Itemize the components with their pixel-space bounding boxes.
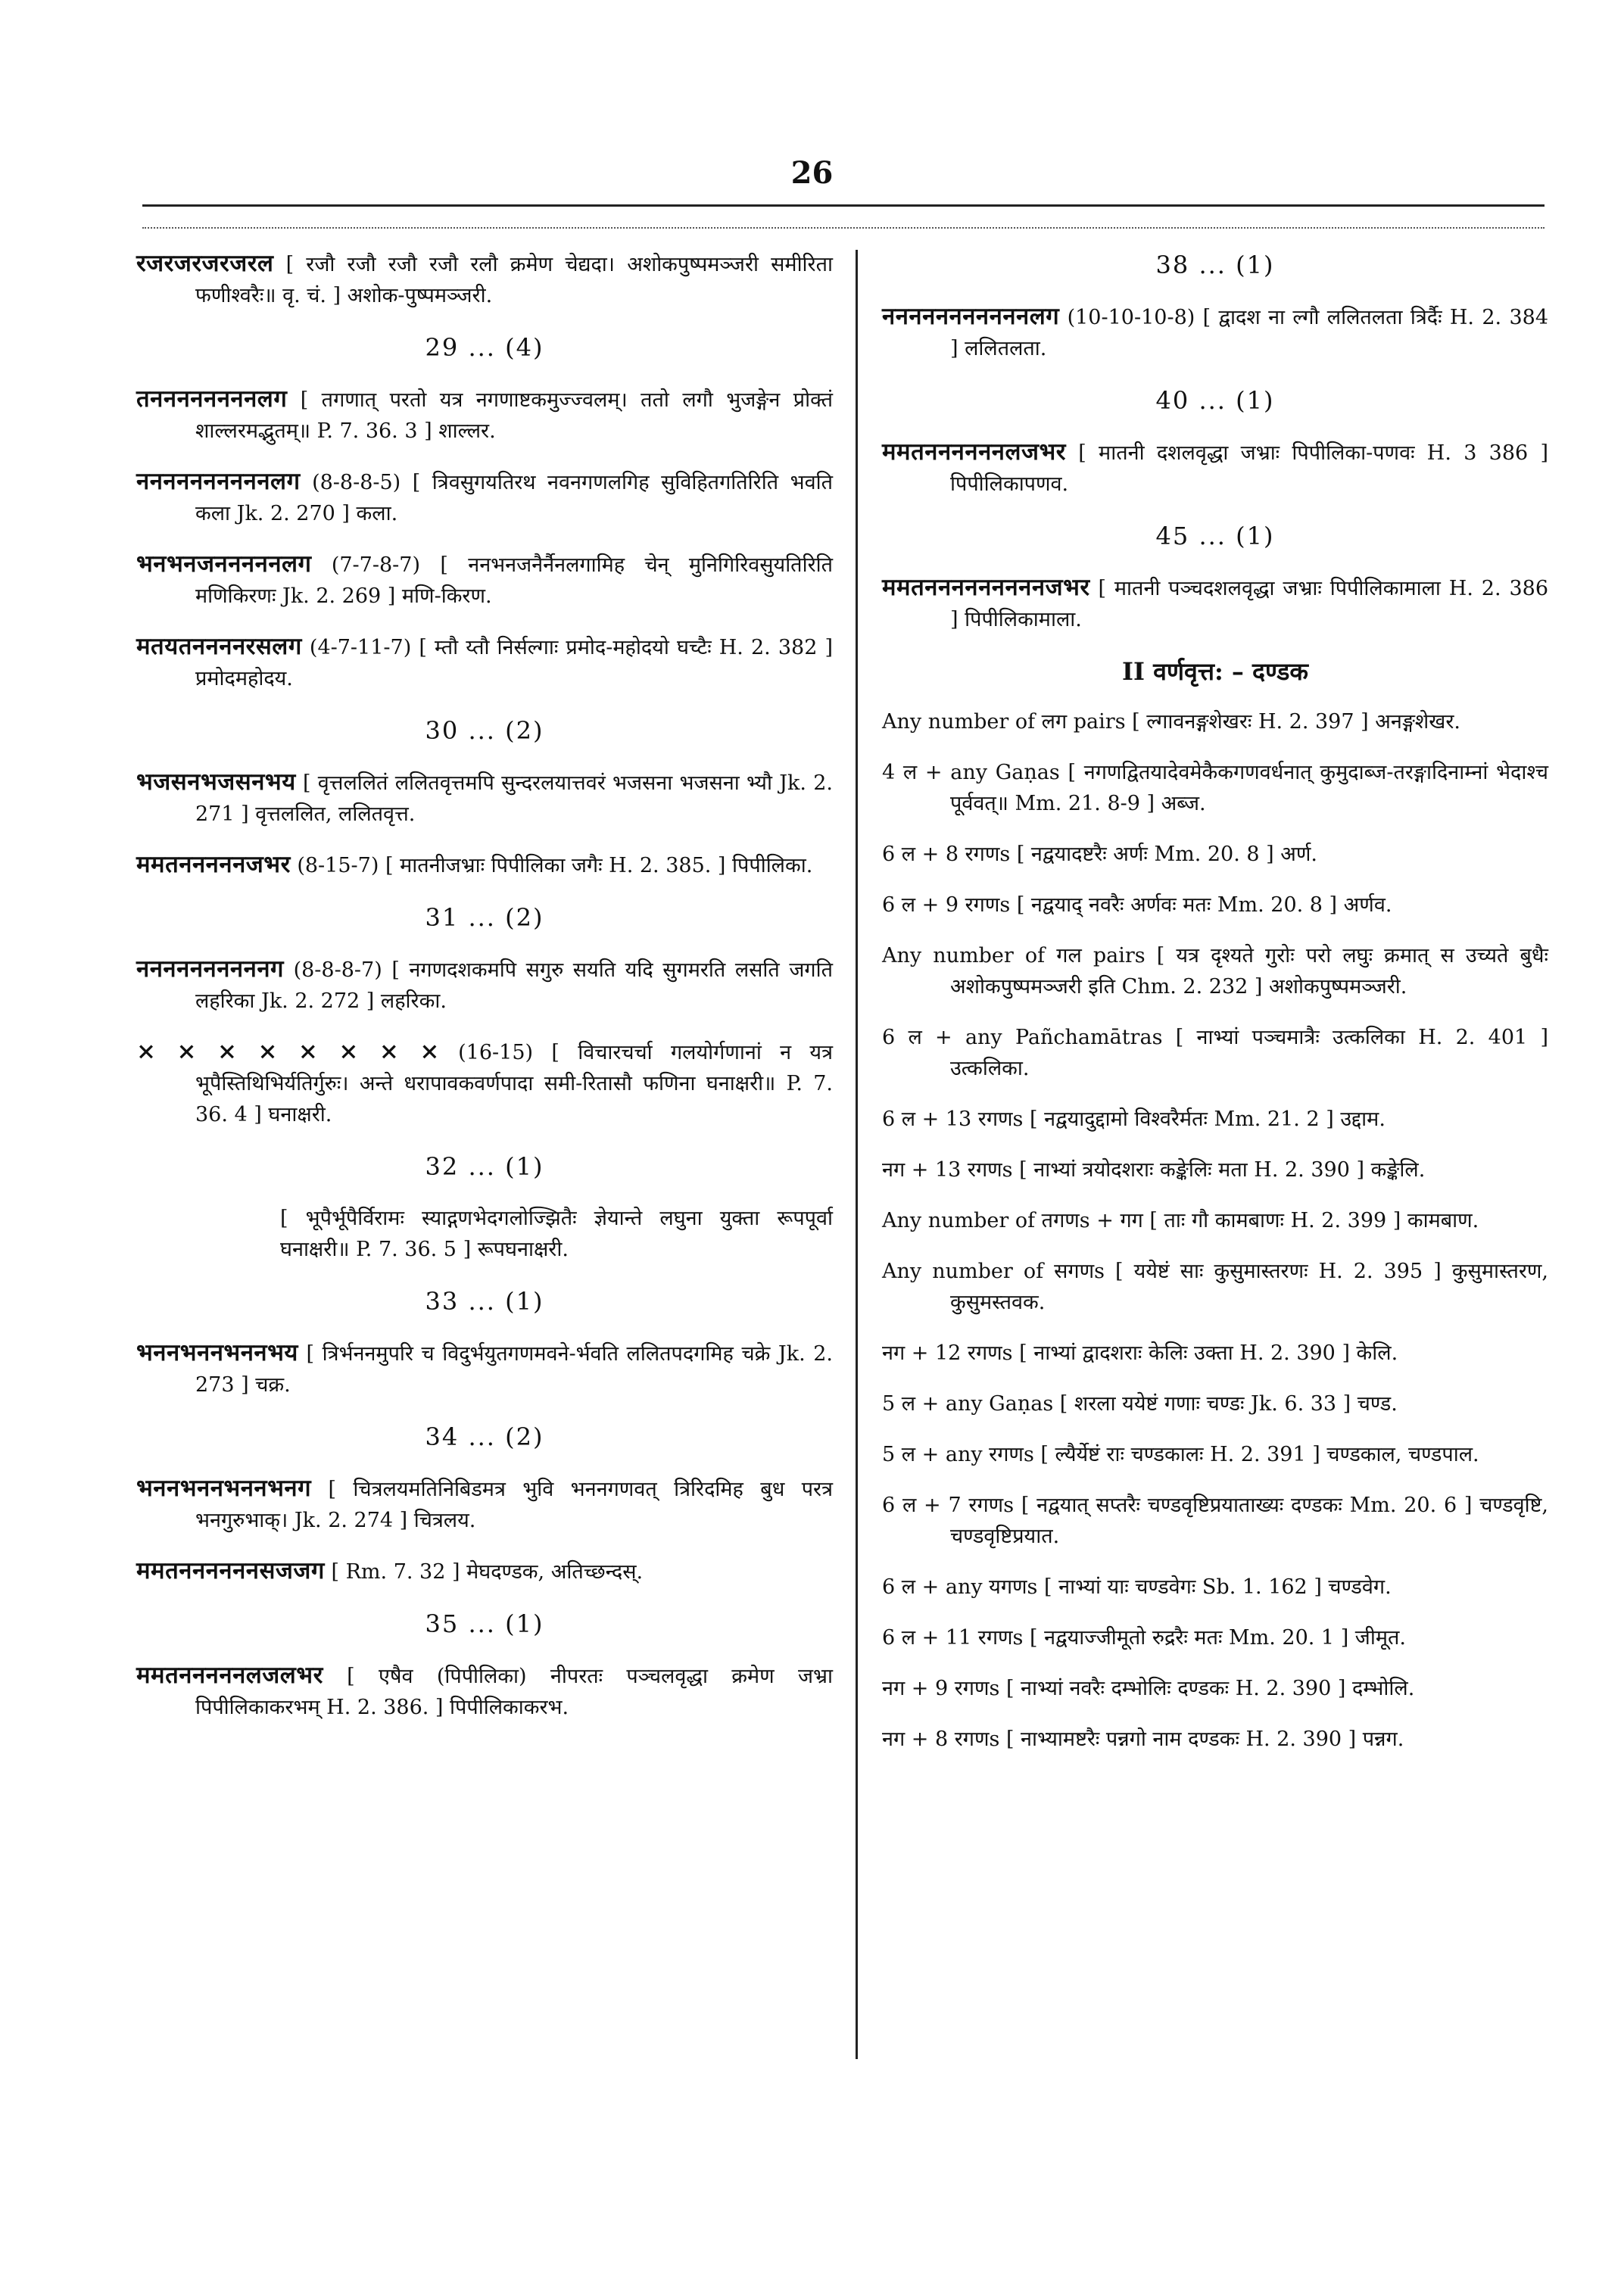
- metre-pattern: ननननननननननग: [136, 955, 285, 983]
- metre-entry: [882, 1104, 1548, 1135]
- metre-pattern: नननननननननननलग: [882, 303, 1060, 330]
- top-rule: [142, 204, 1545, 207]
- metre-entry: [882, 1022, 1548, 1084]
- metre-entry: [882, 1490, 1548, 1552]
- metre-entry: [882, 1154, 1548, 1185]
- metre-entry: [882, 1439, 1548, 1470]
- metre-definition: (7-7-8-7) [ ननभनजनैर्नैनलगामिह चेन् मुनिगिरिवसुयतिरिति मणिकिरणः Jk. 2. 269 ] मणि-किरण.: [195, 553, 833, 608]
- metre-entry: [882, 1338, 1548, 1369]
- metre-entry: [136, 849, 833, 881]
- syllable-count-heading: 31 ... (2): [425, 903, 544, 932]
- metre-entry: [882, 572, 1548, 635]
- metre-definition: (10-10-10-8) [ द्वादश ना ल्गौ ललितलता त्रिर्दैः H. 2. 384 ] ललितलता.: [950, 306, 1548, 360]
- metre-definition: 6 ल + any Pañchamātras [ नाभ्यां पञ्चमात्रैः उत्कलिका H. 2. 401 ] उत्कलिका.: [882, 1026, 1548, 1080]
- metre-pattern: भननभननभननभनग: [136, 1475, 312, 1502]
- metre-pattern: भजसनभजसनभय: [136, 768, 296, 796]
- metre-entry: [136, 767, 833, 830]
- metre-entry: [882, 301, 1548, 364]
- metre-entry: [882, 1256, 1548, 1318]
- syllable-count-heading: 34 ... (2): [425, 1422, 544, 1451]
- syllable-count-heading: 35 ... (1): [425, 1609, 544, 1638]
- metre-entry: [882, 940, 1548, 1002]
- metre-entry: [136, 1338, 833, 1400]
- metre-entry: [882, 1673, 1548, 1704]
- metre-entry: [882, 839, 1548, 870]
- metre-definition: [ मातनी दशलवृद्धा जभ्राः पिपीलिका-पणवः H. 3 386 ] पिपीलिकापणव.: [950, 441, 1548, 496]
- section-title: II वर्णवृत्त: – दण्डक: [1122, 657, 1308, 686]
- metre-definition: (16-15) [ विचारचर्चा गलयोर्गणानां न यत्र भूपैस्तिथिभिर्यतिर्गुरुः। अन्ते धरापावकवर्णपादा समी-रितासौ फणिना घनाक्षरी॥ P. 7. 36. 4 ] घनाक्षरी.: [195, 1041, 833, 1126]
- metre-pattern: भनभनजनननननलग: [136, 550, 312, 578]
- metre-definition: Any number of लग pairs [ ल्गावनङ्गशेखरः H. 2. 397 ] अनङ्गशेखर.: [882, 710, 1461, 734]
- metre-definition: [ एषैव (पिपीलिका) नीपरतः पञ्चलवृद्धा क्रमेण जभ्रा पिपीलिकाकरभम् H. 2. 386. ] पिपीलिकाकरभ.: [195, 1665, 833, 1719]
- metre-definition: [ मातनी पञ्चदशलवृद्धा जभ्राः पिपीलिकामाला H. 2. 386 ] पिपीलिकामाला.: [950, 577, 1548, 631]
- metre-entry: [882, 706, 1548, 737]
- metre-entry: [136, 384, 833, 447]
- top-rule-dotted: [142, 227, 1545, 229]
- metre-pattern: ममतनननननजभर: [136, 851, 291, 878]
- metre-definition: [ Rm. 7. 32 ] मेघदण्डक, अतिच्छन्दस्.: [331, 1560, 644, 1584]
- metre-pattern: × × × × × × × ×: [136, 1038, 440, 1065]
- metre-definition: [ चित्रलयमतिनिबिडमत्र भुवि भननगणवत् त्रिरिदमिह बुध परत्र भनगुरुभाक्। Jk. 2. 274 ] चित्रलय.: [195, 1478, 833, 1532]
- metre-definition: नग + 12 रगणs [ नाभ्यां द्वादशराः केलिः उक्ता H. 2. 390 ] केलि.: [882, 1341, 1398, 1365]
- metre-pattern: भननभननभननभय: [136, 1339, 298, 1366]
- metre-definition: (8-15-7) [ मातनीजभ्राः पिपीलिका जगैः H. 2. 385. ] पिपीलिका.: [297, 854, 813, 877]
- metre-definition: Any number of गल pairs [ यत्र दृश्यते गुरोः परो लघुः क्रमात् स उच्यते बुधैः अशोकपुष्पमञ्जरी इति Chm. 2. 232 ] अशोकपुष्पमञ्जरी.: [882, 944, 1548, 999]
- metre-definition: (8-8-8-5) [ त्रिवसुगयतिरथ नवनगणलगिह सुविहितगतिरिति भवति कला Jk. 2. 270 ] कला.: [195, 471, 833, 525]
- metre-definition: 4 ल + any Gaṇas [ नगणद्वितयादेवमेकैकगणवर्धनात् कुमुदाब्ज-तरङ्गादिनाम्नां भेदाश्च पूर्ववत्॥ Mm. 21. 8-9 ] अब्ज.: [882, 761, 1548, 815]
- metre-entry: [882, 1205, 1548, 1236]
- metre-pattern: ममतननननननसजजग: [136, 1557, 325, 1584]
- metre-entry: [136, 631, 833, 694]
- left-column: [136, 248, 833, 1743]
- metre-definition: [ वृत्तललितं ललितवृत्तमपि सुन्दरलयात्तवरं भजसना भजसना भ्यौ Jk. 2. 271 ] वृत्तललित, ललितवृत्त.: [195, 771, 833, 826]
- metre-definition: 5 ल + any रगणs [ ल्यैर्येष्टं राः चण्डकालः H. 2. 391 ] चण्डकाल, चण्डपाल.: [882, 1443, 1479, 1466]
- right-column: [882, 248, 1548, 1774]
- metre-pattern: रजरजरजरजरल: [136, 250, 274, 277]
- metre-definition: 6 ल + 7 रगणs [ नद्वयात् सप्तरैः चण्डवृष्टिप्रयाताख्यः दण्डकः Mm. 20. 6 ] चण्डवृष्टि, चण्डवृष्टिप्रयात.: [882, 1494, 1548, 1548]
- metre-pattern: ननननननननननलग: [136, 468, 301, 495]
- metre-entry: [882, 889, 1548, 921]
- metre-definition: 6 ल + any यगणs [ नाभ्यां याः चण्डवेगः Sb. 1. 162 ] चण्डवेग.: [882, 1575, 1392, 1599]
- metre-entry: [136, 1556, 833, 1587]
- metre-definition: Any number of तगणs + गग [ ताः गौ कामबाणः H. 2. 399 ] कामबाण.: [882, 1209, 1479, 1232]
- metre-entry: [136, 1473, 833, 1536]
- metre-definition: [ तगणात् परतो यत्र नगणाष्टकमुज्ज्वलम्। ततो लगौ भुजङ्गेन प्रोक्तं शाल्लरमद्भुतम्॥ P. 7. 36. 3 ] शाल्लर.: [195, 388, 833, 443]
- metre-pattern: ममतननननननलजभर: [882, 438, 1066, 466]
- metre-definition: [ रजौ रजौ रजौ रजौ रलौ क्रमेण चेद्यदा। अशोकपुष्पमञ्जरी समीरिता फणीश्वरैः॥ वृ. चं. ] अशोक-पुष्पमञ्जरी.: [195, 253, 833, 307]
- syllable-count-heading: 38 ... (1): [1155, 251, 1275, 279]
- syllable-count-heading: 45 ... (1): [1155, 522, 1275, 550]
- page-number: 26: [790, 155, 834, 191]
- metre-entry: [882, 1572, 1548, 1603]
- metre-entry: [136, 549, 833, 612]
- metre-definition: 6 ल + 9 रगणs [ नद्वयाद् नवरैः अर्णवः मतः Mm. 20. 8 ] अर्णव.: [882, 893, 1392, 917]
- metre-definition: [ त्रिर्भननमुपरि च विदुर्भयुतगणमवने-र्भवति ललितपदगमिह चक्रे Jk. 2. 273 ] चक्र.: [195, 1342, 833, 1397]
- metre-entry: [882, 757, 1548, 819]
- metre-entry: [136, 466, 833, 529]
- column-divider: [856, 250, 858, 2059]
- metre-definition: (4-7-11-7) [ म्तौ य्तौ निर्सल्गाः प्रमोद-महोदयो घच्टैः H. 2. 382 ] प्रमोदमहोदय.: [195, 636, 833, 690]
- syllable-count-heading: 33 ... (1): [425, 1287, 544, 1316]
- metre-definition: नग + 8 रगणs [ नाभ्यामष्टरैः पन्नगो नाम दण्डकः H. 2. 390 ] पन्नग.: [882, 1728, 1404, 1751]
- metre-definition: (8-8-8-7) [ नगणदशकमपि सगुरु सयति यदि सुगमरति लसति जगति लहरिका Jk. 2. 272 ] लहरिका.: [195, 958, 833, 1013]
- metre-entry: [136, 1660, 833, 1723]
- metre-entry: [882, 437, 1548, 500]
- metre-definition: 6 ल + 11 रगणs [ नद्वयाज्जीमूतो रुद्ररैः मतः Mm. 20. 1 ] जीमूत.: [882, 1626, 1406, 1650]
- metre-definition: 6 ल + 8 रगणs [ नद्वयादष्टरैः अर्णः Mm. 20. 8 ] अर्ण.: [882, 843, 1318, 866]
- syllable-count-heading: 30 ... (2): [425, 716, 544, 745]
- metre-entry: [882, 1724, 1548, 1755]
- metre-definition: 5 ल + any Gaṇas [ शरला ययेष्टं गणाः चण्डः Jk. 6. 33 ] चण्ड.: [882, 1392, 1398, 1416]
- metre-pattern: ममतनननननननननजभर: [882, 574, 1090, 601]
- metre-pattern: मतयतननननरसलग: [136, 633, 302, 660]
- metre-entry: [882, 1622, 1548, 1653]
- metre-entry: [136, 954, 833, 1017]
- metre-entry: [136, 1036, 833, 1130]
- metre-definition: 6 ल + 13 रगणs [ नद्वयादुद्दामो विश्वरैर्मतः Mm. 21. 2 ] उद्दाम.: [882, 1108, 1386, 1131]
- metre-definition: नग + 13 रगणs [ नाभ्यां त्रयोदशराः कङ्केलिः मता H. 2. 390 ] कङ्केलि.: [882, 1158, 1426, 1182]
- metre-pattern: तननननननननलग: [136, 385, 288, 413]
- syllable-count-heading: 29 ... (4): [425, 333, 544, 362]
- syllable-count-heading: 32 ... (1): [425, 1152, 544, 1181]
- syllable-count-heading: 40 ... (1): [1155, 386, 1275, 415]
- metre-entry: [882, 1388, 1548, 1419]
- metre-definition: [ भूपैर्भूपैर्विरामः स्याद्गणभेदगलोज्झितैः ज्ञेयान्ते लघुना युक्ता रूपपूर्वा घनाक्षरी॥ P. 7. 36. 5 ] रूपघनाक्षरी.: [280, 1207, 833, 1261]
- metre-entry: [136, 248, 833, 311]
- metre-definition: Any number of सगणs [ ययेष्टं साः कुसुमास्तरणः H. 2. 395 ] कुसुमास्तरण, कुसुमस्तवक.: [882, 1260, 1548, 1314]
- metre-pattern: ममतनननननलजलभर: [136, 1662, 323, 1689]
- metre-definition: नग + 9 रगणs [ नाभ्यां नवरैः दम्भोलिः दण्डकः H. 2. 390 ] दम्भोलि.: [882, 1677, 1415, 1700]
